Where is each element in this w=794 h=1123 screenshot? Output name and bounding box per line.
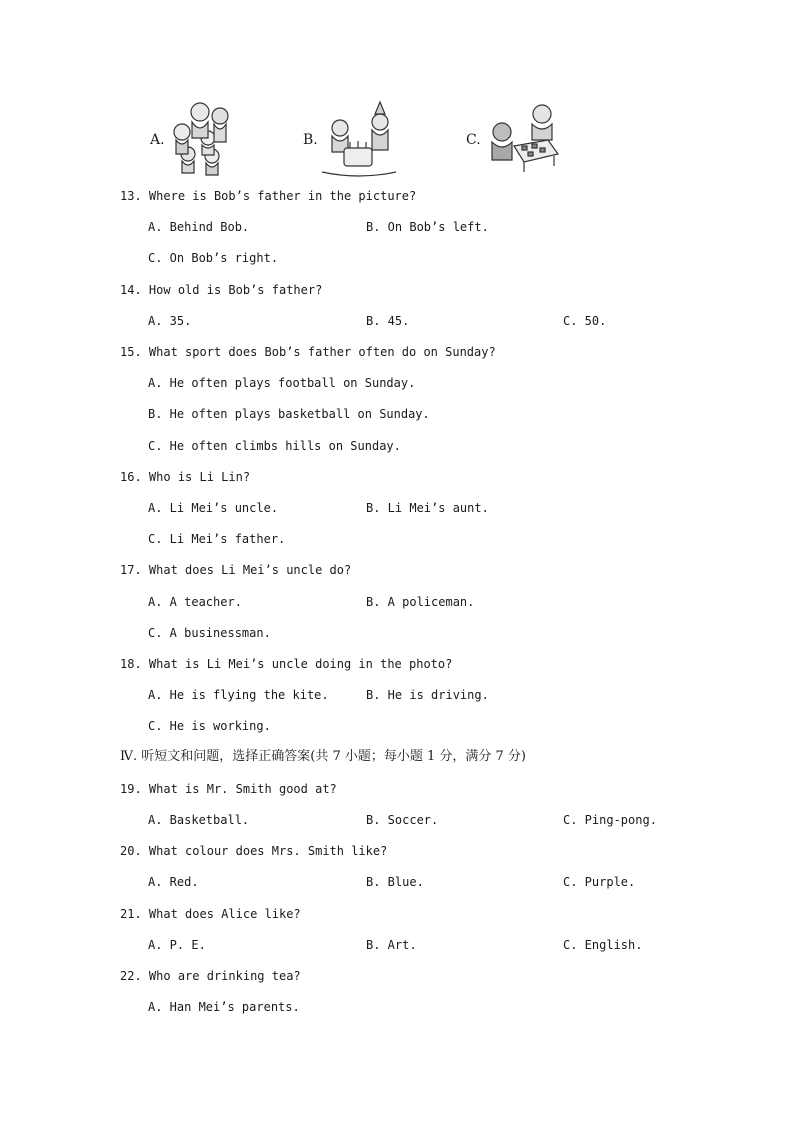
q18-option-c: C. He is working. [148,719,271,733]
q14-option-b: B. 45. [366,314,410,328]
q15-option-a: A. He often plays football on Sunday. [148,376,416,390]
question-number: 16. [120,470,142,484]
question-14 [120,282,322,298]
q13-option-b: B. On Bob’s left. [366,220,489,234]
question-text: Where is Bob’s father in the picture? [148,189,417,203]
q18-option-a: A. He is flying the kite. [148,688,329,702]
question-17 [120,562,351,578]
q15-option-c: C. He often climbs hills on Sunday. [148,439,401,453]
question-number: 13. [120,189,142,203]
question-text: What sport does Bob’s father often do on Sunday? [148,345,496,359]
picture-option-b-letter: B. [303,132,318,148]
q21-option-c: C. English. [563,938,643,952]
family-group-illustration-icon [168,98,238,178]
q16-option-a: A. Li Mei’s uncle. [148,501,279,515]
q18-option-b: B. He is driving. [366,688,489,702]
question-text: Who is Li Lin? [148,470,251,484]
q13-option-c: C. On Bob’s right. [148,251,279,265]
q16-option-b: B. Li Mei’s aunt. [366,501,489,515]
question-text: Who are drinking tea? [148,969,301,983]
question-number: 21. [120,907,142,921]
question-text: How old is Bob’s father? [148,283,323,297]
q16-option-c: C. Li Mei’s father. [148,532,286,546]
birthday-cake-illustration-icon [318,98,400,178]
question-20 [120,843,387,859]
question-13 [120,188,416,204]
question-text: What is Mr. Smith good at? [148,782,337,796]
q15-option-b: B. He often plays basketball on Sunday. [148,407,430,421]
picture-option-c-letter: C. [466,132,481,148]
question-number: 14. [120,283,142,297]
question-number: 22. [120,969,142,983]
q13-option-a: A. Behind Bob. [148,220,250,234]
question-number: 18. [120,657,142,671]
section-iv-heading: Ⅳ. 听短文和问题，选择正确答案(共 7 小题；每小题 1 分，满分 7 分) [120,749,527,764]
question-number: 20. [120,844,142,858]
q17-option-b: B. A policeman. [366,595,475,609]
q22-option-a: A. Han Mei’s parents. [148,1000,300,1014]
q21-option-b: B. Art. [366,938,417,952]
question-16 [120,469,250,485]
q21-option-a: A. P. E. [148,938,206,952]
q20-option-a: A. Red. [148,875,199,889]
question-number: 17. [120,563,142,577]
question-15 [120,344,496,360]
q17-option-a: A. A teacher. [148,595,242,609]
question-text: What does Alice like? [148,907,301,921]
q20-option-c: C. Purple. [563,875,636,889]
children-playing-chess-illustration-icon [488,98,562,178]
question-22 [120,968,301,984]
picture-options-row [0,98,794,180]
q19-option-a: A. Basketball. [148,813,250,827]
q19-option-b: B. Soccer. [366,813,439,827]
q17-option-c: C. A businessman. [148,626,271,640]
q19-option-c: C. Ping-pong. [563,813,657,827]
question-21 [120,906,301,922]
question-text: What is Li Mei’s uncle doing in the photo? [148,657,453,671]
q14-option-c: C. 50. [563,314,607,328]
question-text: What colour does Mrs. Smith like? [148,844,388,858]
question-19 [120,781,337,797]
picture-option-a-letter: A. [150,132,165,148]
q20-option-b: B. Blue. [366,875,424,889]
question-number: 15. [120,345,142,359]
question-number: 19. [120,782,142,796]
q14-option-a: A. 35. [148,314,192,328]
question-18 [120,656,452,672]
question-text: What does Li Mei’s uncle do? [148,563,352,577]
